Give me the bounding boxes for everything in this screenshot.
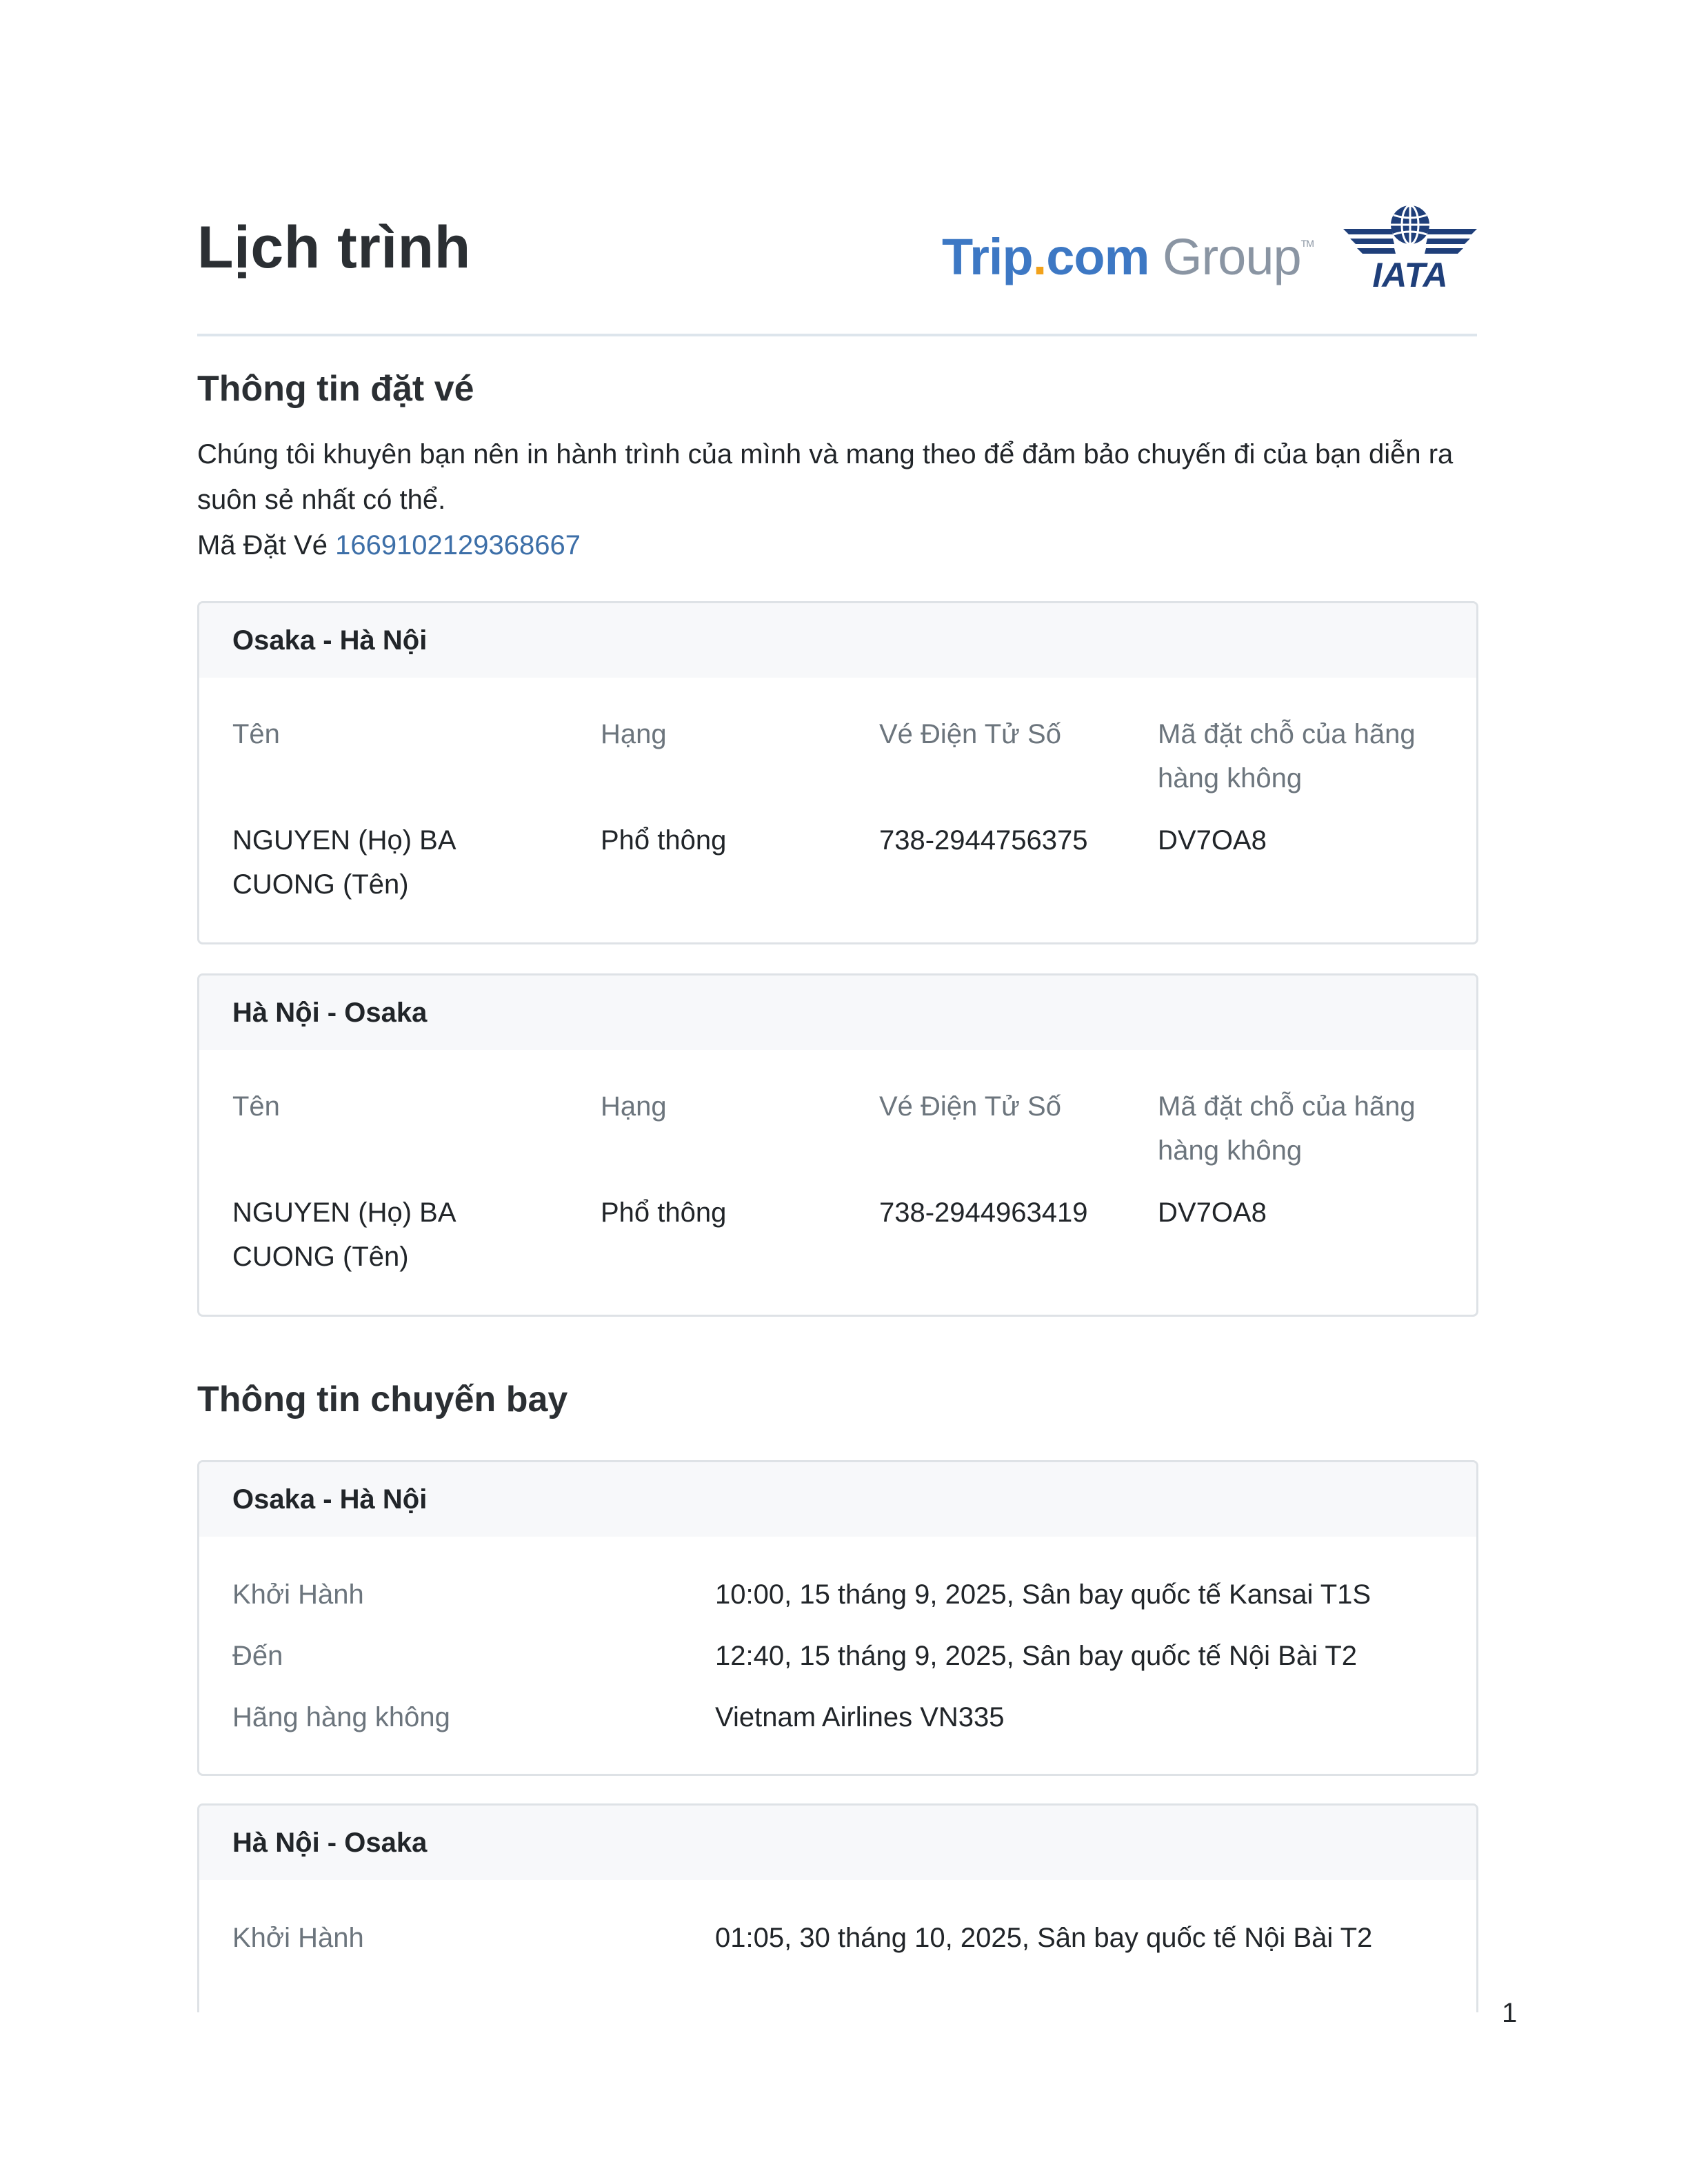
logo-dot: . <box>1032 228 1047 285</box>
page-title: Lịch trình <box>197 214 471 281</box>
booking-number-line <box>197 523 1477 568</box>
col-class-header: Hạng <box>601 1091 667 1122</box>
page-number: 1 <box>1502 1998 1518 2028</box>
header-divider <box>197 334 1477 336</box>
print-advice-text: Chúng tôi khuyên bạn nên in hành trình của mình và mang theo để đảm bảo chuyến đi của bạn diễn ra suôn sẻ nhất có thể. <box>197 439 1454 515</box>
airline-value: Vietnam Airlines VN335 <box>715 1702 1005 1732</box>
passenger-card-outbound <box>197 601 1478 944</box>
logo-trip-text: Trip <box>942 228 1033 285</box>
booking-info-heading: Thông tin đặt vé <box>197 369 474 409</box>
passenger-card-return <box>197 973 1478 1317</box>
col-eticket-header: Vé Điện Tử Số <box>879 719 1061 749</box>
col-name-header: Tên <box>232 1091 280 1122</box>
arrive-label: Đến <box>232 1641 283 1671</box>
airline-pnr: DV7OA8 <box>1158 825 1267 856</box>
card-route-title: Osaka - Hà Nội <box>199 1462 1476 1537</box>
trip-com-group-logo <box>942 228 1314 286</box>
col-airline-pnr-header: Mã đặt chỗ của hãng hàng không <box>1158 1091 1416 1166</box>
depart-value: 10:00, 15 tháng 9, 2025, Sân bay quốc tế Kansai T1S <box>715 1579 1372 1610</box>
flight-card-return <box>197 1803 1478 2012</box>
logo-com-text: com <box>1046 228 1149 285</box>
eticket-number: 738-2944963419 <box>879 1197 1088 1228</box>
airline-label: Hãng hàng không <box>232 1702 450 1732</box>
card-route-title: Hà Nội - Osaka <box>199 1806 1476 1880</box>
eticket-number: 738-2944756375 <box>879 825 1088 856</box>
airline-pnr: DV7OA8 <box>1158 1197 1267 1228</box>
arrive-value: 12:40, 15 tháng 9, 2025, Sân bay quốc tế Nội Bài T2 <box>715 1641 1358 1671</box>
card-route-title: Osaka - Hà Nội <box>199 603 1476 678</box>
depart-value: 01:05, 30 tháng 10, 2025, Sân bay quốc tế Nội Bài T2 <box>715 1923 1373 1953</box>
booking-number-label: Mã Đặt Vé <box>197 530 336 560</box>
card-route-title: Hà Nội - Osaka <box>199 975 1476 1050</box>
booking-number-value: 1669102129368667 <box>335 530 581 560</box>
col-name-header: Tên <box>232 719 280 749</box>
passenger-name: NGUYEN (Họ) BA CUONG (Tên) <box>232 1197 455 1272</box>
col-airline-pnr-header: Mã đặt chỗ của hãng hàng không <box>1158 719 1416 793</box>
page-header <box>197 193 1477 303</box>
logo-tm: TM <box>1300 238 1314 249</box>
depart-label: Khởi Hành <box>232 1579 364 1610</box>
iata-logo <box>1343 203 1477 292</box>
col-eticket-header: Vé Điện Tử Số <box>879 1091 1061 1122</box>
logo-group-text: Group <box>1149 228 1301 285</box>
cabin-class: Phổ thông <box>601 1197 727 1228</box>
passenger-name: NGUYEN (Họ) BA CUONG (Tên) <box>232 825 455 900</box>
flight-info-heading: Thông tin chuyến bay <box>197 1379 568 1419</box>
col-class-header: Hạng <box>601 719 667 749</box>
iata-logo-text: IATA <box>1372 256 1448 292</box>
cabin-class: Phổ thông <box>601 825 727 856</box>
flight-card-outbound <box>197 1460 1478 1776</box>
depart-label: Khởi Hành <box>232 1923 364 1953</box>
booking-intro <box>197 432 1477 568</box>
